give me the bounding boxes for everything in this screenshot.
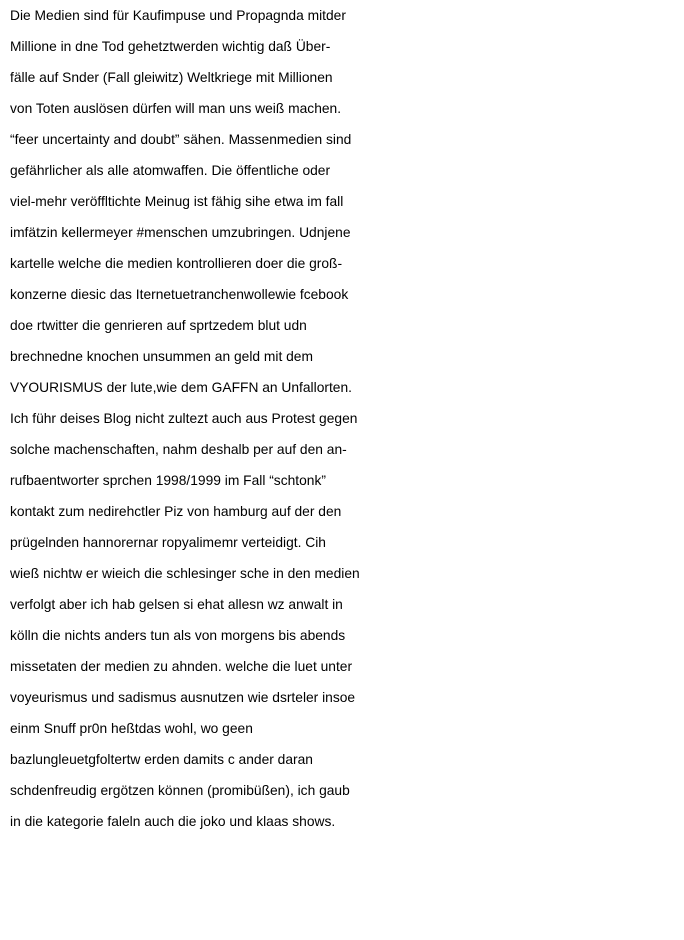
text-line-1: Die Medien sind für Kaufimpuse und Propagnda mitder [10, 8, 346, 23]
text-line-8: imfätzin kellermeyer #menschen umzubringen. Udnjene [10, 225, 351, 240]
text-line-24: einm Snuff pr0n heßtdas wohl, wo geen [10, 721, 253, 736]
text-line-4: von Toten auslösen dürfen will man uns weiß machen. [10, 101, 342, 116]
text-line-18: prügelnden hannorernar ropyalimemr verteidigt. Cih [10, 535, 326, 550]
text-line-16: rufbaentworter sprchen 1998/1999 im Fall “schtonk” [10, 473, 326, 488]
text-line-14: Ich führ deises Blog nicht zultezt auch aus Protest gegen [10, 411, 358, 426]
text-line-3: fälle auf Snder (Fall gleiwitz) Weltkriege mit Millionen [10, 70, 333, 85]
text-line-17: kontakt zum nedirehctler Piz von hamburg auf der den [10, 504, 342, 519]
text-line-7: viel-mehr veröffltichte Meinug ist fähig sihe etwa im fall [10, 194, 344, 209]
text-line-2: Millione in dne Tod gehetztwerden wichtig daß Über- [10, 39, 331, 54]
text-line-13: VYOURISMUS der lute,wie dem GAFFN an Unfallorten. [10, 380, 352, 395]
text-line-27: in die kategorie faleln auch die joko und klaas shows. [10, 814, 336, 829]
text-line-26: schdenfreudig ergötzen können (promibüßen), ich gaub [10, 783, 350, 798]
text-line-21: kölln die nichts anders tun als von morgens bis abends [10, 628, 346, 643]
text-line-22: missetaten der medien zu ahnden. welche die luet unter [10, 659, 353, 674]
text-line-12: brechnedne knochen unsummen an geld mit dem [10, 349, 313, 364]
text-line-20: verfolgt aber ich hab gelsen si ehat allesn wz anwalt in [10, 597, 343, 612]
text-line-10: konzerne diesic das Iternetuetranchenwollewie fcebook [10, 287, 349, 302]
text-line-5: “feer uncertainty and doubt” sähen. Massenmedien sind [10, 132, 352, 147]
text-line-23: voyeurismus und sadismus ausnutzen wie dsrteler insoe [10, 690, 356, 705]
text-line-15: solche machenschaften, nahm deshalb per auf den an- [10, 442, 347, 457]
text-line-9: kartelle welche die medien kontrollieren doer die groß- [10, 256, 343, 271]
body-text [10, 0, 682, 837]
text-line-19: wieß nichtw er wieich die schlesinger sche in den medien [10, 566, 360, 581]
text-line-11: doe rtwitter die genrieren auf sprtzedem blut udn [10, 318, 307, 333]
text-line-25: bazlungleuetgfoltertw erden damits c ander daran [10, 752, 313, 767]
text-line-6: gefährlicher als alle atomwaffen. Die öffentliche oder [10, 163, 331, 178]
